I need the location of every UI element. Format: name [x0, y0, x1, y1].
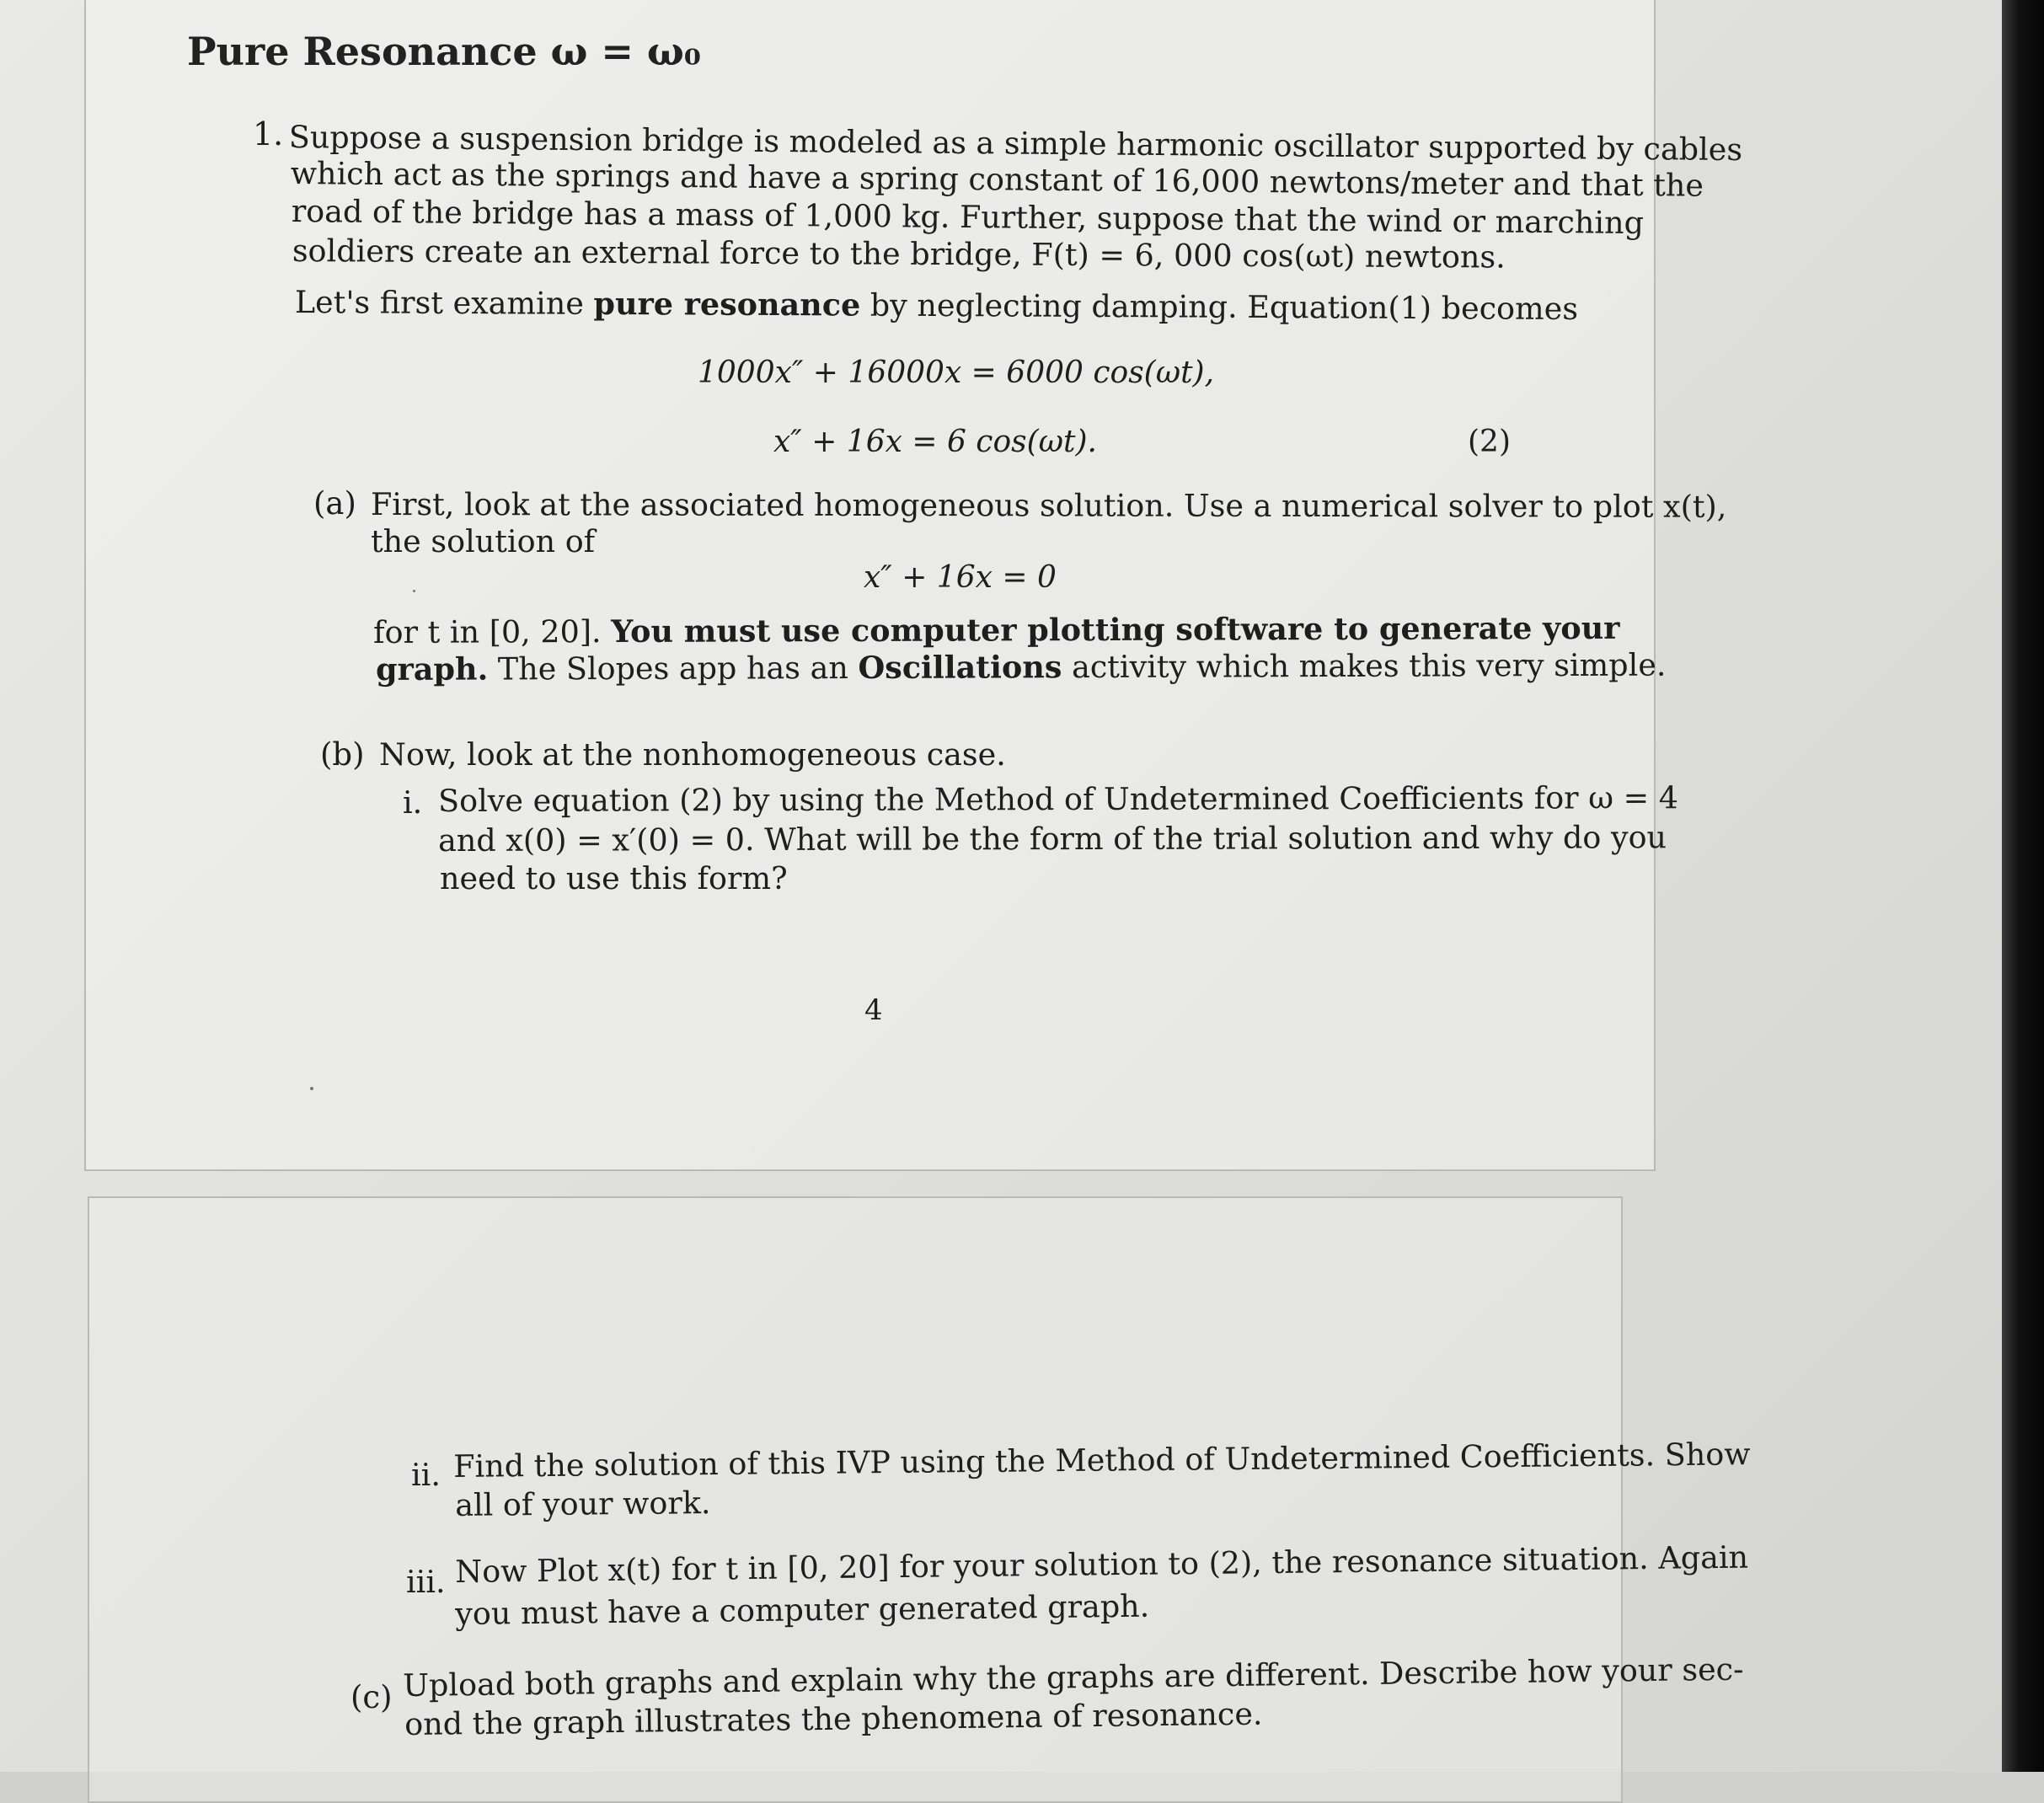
- part-a-line-4-bold: graph.: [376, 650, 489, 687]
- section-heading: Pure Resonance ω = ω₀: [187, 29, 701, 74]
- page-number: 4: [864, 993, 883, 1027]
- part-b-ii-line-1: Find the solution of this IVP using the Method of Undetermined Coefficients. Show: [453, 1436, 1751, 1485]
- part-a-line-3-bold: You must use computer plotting software to generate your: [611, 609, 1620, 650]
- equation-2-number: (2): [1468, 425, 1511, 459]
- part-b-iii-line-1: Now Plot x(t) for t in [0, 20] for your solution to (2), the resonance situation. Again: [455, 1538, 1749, 1590]
- part-a-line-3-text: for t in [0, 20].: [373, 613, 612, 650]
- part-b-label: (b): [320, 736, 365, 773]
- part-a-line-3: [373, 609, 1620, 652]
- part-c-line-1: Upload both graphs and explain why the graphs are different. Describe how your sec-: [403, 1651, 1744, 1704]
- lead-text-post: by neglecting damping. Equation(1) becomes: [860, 286, 1579, 327]
- problem-intro-line-3: road of the bridge has a mass of 1,000 kg. Further, suppose that the wind or marching: [291, 192, 1645, 242]
- part-b-i-line-2: and x(0) = x′(0) = 0. What will be the form of the trial solution and why do you: [438, 819, 1667, 859]
- part-b-i-line-1: Solve equation (2) by using the Method of Undetermined Coefficients for ω = 4: [438, 779, 1679, 819]
- part-b-ii-line-2: all of your work.: [455, 1485, 711, 1523]
- problem-intro-line-2: which act as the springs and have a spring constant of 16,000 newtons/meter and that the: [290, 154, 1704, 204]
- part-b-iii-line-2: you must have a computer generated graph.: [455, 1587, 1150, 1632]
- part-c-line-2: ond the graph illustrates the phenomena of resonance.: [404, 1695, 1263, 1742]
- part-b-text: Now, look at the nonhomogeneous case.: [379, 736, 1006, 773]
- problem-lead-line: [295, 283, 1578, 329]
- part-a-equation: x″ + 16x = 0: [864, 560, 1057, 595]
- part-a-label: (a): [313, 485, 356, 522]
- part-a-line-4-mid: The Slopes app has an: [488, 650, 859, 687]
- equation-2: x″ + 16x = 6 cos(ωt).: [773, 425, 1097, 459]
- problem-number: 1.: [253, 115, 284, 152]
- problem-intro-line-4: soldiers create an external force to the bridge, F(t) = 6, 000 cos(ωt) newtons.: [292, 233, 1506, 276]
- lead-text-bold: pure resonance: [593, 285, 861, 324]
- part-a-line-1: First, look at the associated homogeneous solution. Use a numerical solver to plot x(t),: [370, 486, 1727, 525]
- speck: [310, 1087, 313, 1090]
- part-a-line-4-post: activity which makes this very simple.: [1062, 646, 1667, 686]
- speck: [413, 590, 415, 592]
- problem-intro-line-1: Suppose a suspension bridge is modeled as a simple harmonic oscillator supported by cables: [288, 118, 1743, 169]
- monitor-bezel: [2002, 0, 2044, 1772]
- part-b-iii-label: iii.: [406, 1564, 446, 1600]
- part-a-line-4-bold2: Oscillations: [858, 649, 1062, 687]
- part-c-label: (c): [350, 1679, 393, 1715]
- equation-1: 1000x″ + 16000x = 6000 cos(ωt),: [698, 356, 1215, 390]
- part-a-line-2: the solution of: [371, 523, 596, 559]
- part-b-i-label: i.: [403, 784, 423, 821]
- part-b-i-line-3: need to use this form?: [440, 860, 788, 896]
- part-a-line-4: [376, 646, 1667, 689]
- part-b-ii-label: ii.: [411, 1457, 441, 1493]
- lead-text-pre: Let's first examine: [294, 284, 594, 322]
